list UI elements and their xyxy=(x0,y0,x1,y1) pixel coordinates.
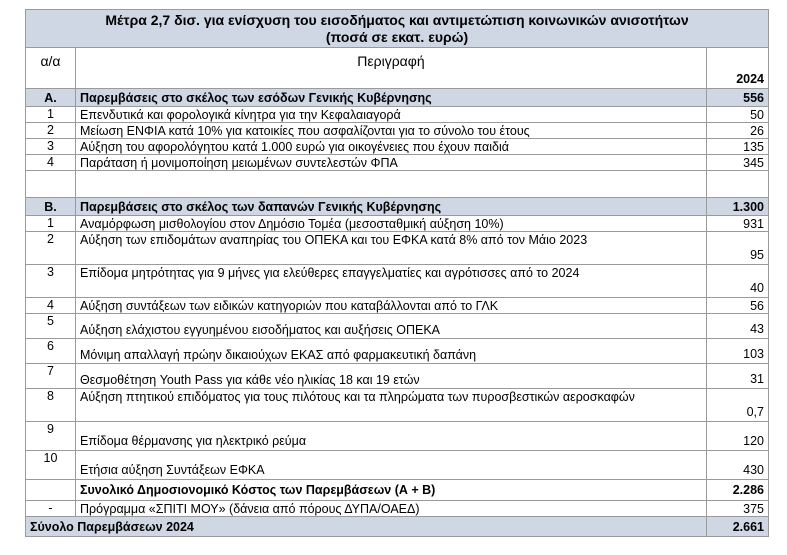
section-b-title: Παρεμβάσεις στο σκέλος των δαπανών Γενικής Κυβέρνησης xyxy=(76,198,707,216)
row-num: 4 xyxy=(26,155,76,171)
table-row xyxy=(26,451,769,480)
row-value: 43 xyxy=(706,314,768,339)
row-num: 2 xyxy=(26,232,76,265)
grand-total-value: 2.661 xyxy=(706,517,768,537)
row-num: 9 xyxy=(26,422,76,451)
table-row xyxy=(26,216,769,232)
title-line-1: Μέτρα 2,7 δισ. για ενίσχυση του εισοδήματος και αντιμετώπιση κοινωνικών ανισοτήτων xyxy=(105,11,689,28)
row-desc: Επίδομα θέρμανσης για ηλεκτρικό ρεύμα xyxy=(76,422,707,451)
table-row xyxy=(26,298,769,314)
row-num: 1 xyxy=(26,107,76,123)
row-value: 120 xyxy=(706,422,768,451)
row-value: 430 xyxy=(706,451,768,480)
total-cost-value: 2.286 xyxy=(706,480,768,501)
table-row xyxy=(26,265,769,298)
header-year: 2024 xyxy=(706,48,768,89)
row-desc: Μόνιμη απαλλαγή πρώην δικαιούχων ΕΚΑΣ από φαρμακευτική δαπάνη xyxy=(76,339,707,364)
row-num: 8 xyxy=(26,389,76,422)
row-num: 2 xyxy=(26,123,76,139)
row-num: 7 xyxy=(26,364,76,389)
total-cost-row xyxy=(26,480,769,501)
row-value: 931 xyxy=(706,216,768,232)
table-row xyxy=(26,232,769,265)
row-value: 0,7 xyxy=(706,389,768,422)
table-row xyxy=(26,139,769,155)
row-desc: Αύξηση των επιδομάτων αναπηρίας του ΟΠΕΚΑ και του ΕΦΚΑ κατά 8% από τον Μάιο 2023 xyxy=(76,232,707,265)
row-desc: Μείωση ΕΝΦΙΑ κατά 10% για κατοικίες που ασφαλίζονται για το σύνολο του έτους xyxy=(76,123,707,139)
row-value: 26 xyxy=(706,123,768,139)
row-value: 375 xyxy=(706,501,768,517)
row-value: 56 xyxy=(706,298,768,314)
row-desc: Ετήσια αύξηση Συντάξεων ΕΦΚΑ xyxy=(76,451,707,480)
table-row xyxy=(26,364,769,389)
row-num: 6 xyxy=(26,339,76,364)
row-desc: Αύξηση του αφορολόγητου κατά 1.000 ευρώ για οικογένειες που έχουν παιδιά xyxy=(76,139,707,155)
row-num: 5 xyxy=(26,314,76,339)
row-value: 40 xyxy=(706,265,768,298)
table-row xyxy=(26,422,769,451)
row-desc: Θεσμοθέτηση Youth Pass για κάθε νέο ηλικίας 18 και 19 ετών xyxy=(76,364,707,389)
section-b-value: 1.300 xyxy=(706,198,768,216)
row-num: - xyxy=(26,501,76,517)
row-desc: Αύξηση συντάξεων των ειδικών κατηγοριών που καταβάλλονται από το ΓΛΚ xyxy=(76,298,707,314)
table-title xyxy=(26,10,769,48)
row-num: 3 xyxy=(26,265,76,298)
section-a-title: Παρεμβάσεις στο σκέλος των εσόδων Γενικής Κυβέρνησης xyxy=(76,89,707,107)
section-b-label: Β. xyxy=(26,198,76,216)
table-row xyxy=(26,314,769,339)
title-line-2: (ποσά σε εκατ. ευρώ) xyxy=(325,28,469,45)
grand-total-label: Σύνολο Παρεμβάσεων 2024 xyxy=(26,517,707,537)
section-a-label: Α. xyxy=(26,89,76,107)
row-value: 31 xyxy=(706,364,768,389)
row-num: 1 xyxy=(26,216,76,232)
row-value: 50 xyxy=(706,107,768,123)
row-desc: Παράταση ή μονιμοποίηση μειωμένων συντελεστών ΦΠΑ xyxy=(76,155,707,171)
header-desc: Περιγραφή xyxy=(76,48,707,89)
row-desc: Επενδυτικά και φορολογικά κίνητρα για την Κεφαλαιαγορά xyxy=(76,107,707,123)
row-desc: Αύξηση ελάχιστου εγγυημένου εισοδήματος και αυξήσεις ΟΠΕΚΑ xyxy=(76,314,707,339)
row-value: 135 xyxy=(706,139,768,155)
section-a-value: 556 xyxy=(706,89,768,107)
table-row xyxy=(26,107,769,123)
row-num: 10 xyxy=(26,451,76,480)
table-row xyxy=(26,155,769,171)
row-desc: Αύξηση πτητικού επιδόματος για τους πιλότους και τα πληρώματα των πυροσβεστικών αεροσκαφών xyxy=(76,389,707,422)
measures-table xyxy=(25,9,769,537)
header-num: α/α xyxy=(26,48,76,89)
table-row xyxy=(26,501,769,517)
table-row xyxy=(26,123,769,139)
row-num: 4 xyxy=(26,298,76,314)
total-cost-label: Συνολικό Δημοσιονομικό Κόστος των Παρεμβάσεων (Α + Β) xyxy=(76,480,707,501)
table-row xyxy=(26,339,769,364)
row-desc: Επίδομα μητρότητας για 9 μήνες για ελεύθερες επαγγελματίες και αγρότισσες από το 2024 xyxy=(76,265,707,298)
row-value: 345 xyxy=(706,155,768,171)
row-desc: Πρόγραμμα «ΣΠΙΤΙ ΜΟΥ» (δάνεια από πόρους ΔΥΠΑ/ΟΑΕΔ) xyxy=(76,501,707,517)
spacer-row xyxy=(26,171,769,198)
table-row xyxy=(26,389,769,422)
grand-total-row xyxy=(26,517,769,537)
row-num: 3 xyxy=(26,139,76,155)
row-value: 95 xyxy=(706,232,768,265)
row-desc: Αναμόρφωση μισθολογίου στον Δημόσιο Τομέα (μεσοσταθμική αύξηση 10%) xyxy=(76,216,707,232)
row-value: 103 xyxy=(706,339,768,364)
